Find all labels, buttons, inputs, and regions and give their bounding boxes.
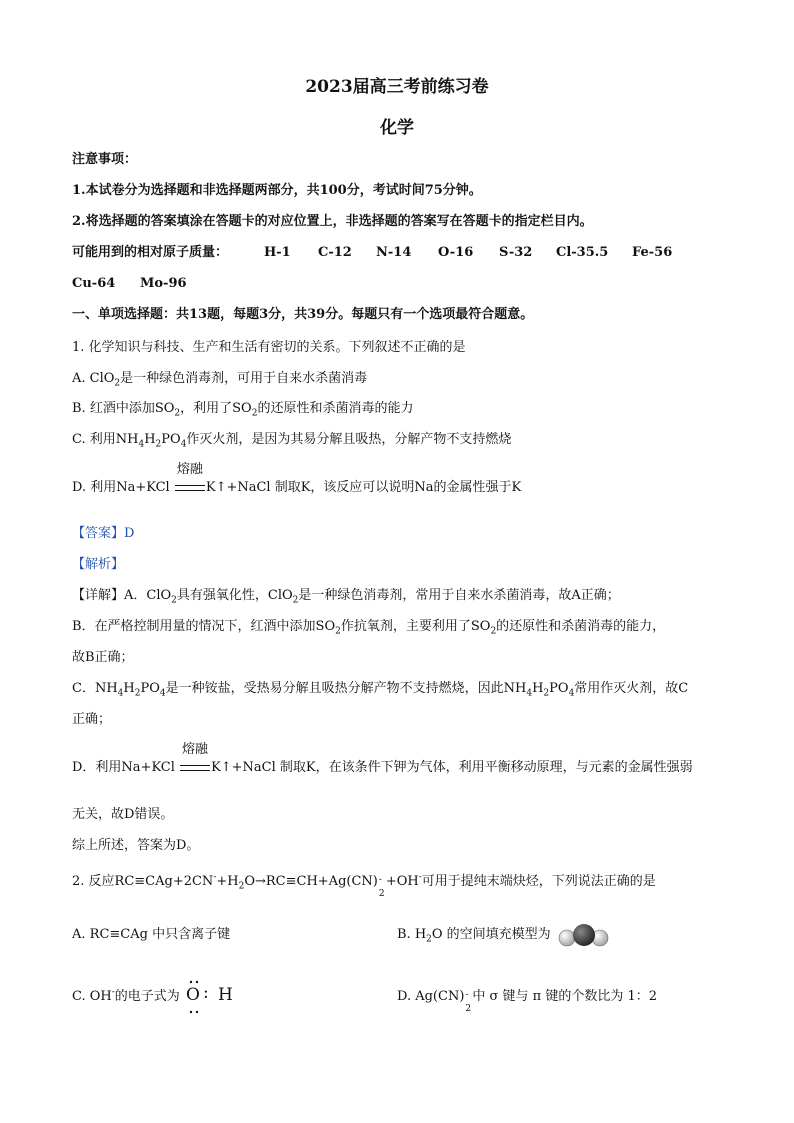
- q1-detail-c-cont: 正确；: [72, 712, 112, 727]
- reaction-condition-2: 熔融: [179, 759, 211, 777]
- equals-arrow-2: [180, 765, 210, 771]
- exam-title: 2023届高三考前练习卷: [305, 77, 489, 97]
- q1-stem: 1. 化学知识与科技、生产和生活有密切的关系。下列叙述不正确的是: [72, 340, 466, 355]
- q2-option-c: C. OH-的电子式为: [72, 987, 180, 1004]
- q2-option-b: B. $H_2O$ 的空间填充模型为: [397, 927, 551, 945]
- mass-c: C-12: [318, 245, 352, 260]
- mass-n: N-14: [376, 245, 412, 260]
- atomic-mass-line-2: [72, 275, 272, 293]
- mass-s: S-32: [499, 245, 533, 260]
- section-1-heading: 一、单项选择题：共13题，每题3分，共39分。每题只有一个选项最符合题意。: [72, 307, 534, 322]
- water-space-filling-model-icon: [556, 922, 612, 950]
- q1-option-c: C. 利用$NH_4H_2PO_4$作灭火剂，是因为其易分解且吸热，分解产物不支持燃烧: [72, 432, 512, 450]
- q2-option-d: D. Ag(CN) - 2 中 σ 键与 π 键的个数比为 1：2: [397, 989, 658, 1014]
- q1-detail-c: C．$NH_4H_2PO_4$是一种铵盐，受热易分解且吸热分解产物不支持燃烧，因此$NH_4H_2PO_4$常用作灭火剂，故C: [72, 681, 689, 699]
- q1-detail-b-cont: 故B正确；: [72, 650, 134, 665]
- q1-option-b: B. 红酒中添加$SO_2$，利用了$SO_2$的还原性和杀菌消毒的能力: [72, 401, 414, 419]
- q1-option-a: A. ClO$_2$是一种绿色消毒剂，可用于自来水杀菌消毒: [72, 371, 368, 389]
- mass-cu: Cu-64: [72, 276, 116, 291]
- atomic-mass-line: [72, 244, 712, 262]
- mass-fe: Fe-56: [632, 245, 673, 260]
- mass-cl: Cl-35.5: [556, 245, 609, 260]
- mass-h: H-1: [264, 245, 291, 260]
- q1-option-d: D. 利用Na+KCl 熔融 K↑+NaCl 制取K，该反应可以说明Na的金属性强于K: [72, 462, 522, 495]
- notice-item-2: 2.将选择题的答案填涂在答题卡的对应位置上，非选择题的答案写在答题卡的指定栏目内。: [72, 214, 593, 229]
- mass-o: O-16: [438, 245, 474, 260]
- q2-option-a: A. RC≡CAg 中只含离子键: [72, 927, 231, 942]
- notice-item-1: 1.本试卷分为选择题和非选择题两部分，共100分，考试时间75分钟。: [72, 183, 482, 198]
- mass-label: 可能用到的相对原子质量：: [72, 245, 229, 260]
- equals-arrow: [175, 485, 205, 491]
- lone-pair-dots-icon: [186, 980, 206, 1016]
- q1-detail-a: 【详解】A．ClO$_2$具有强氧化性，ClO$_2$是一种绿色消毒剂，常用于自来水杀菌消毒，故A正确；: [72, 588, 620, 606]
- q2-stem: 2. 反应$RC\equiv CAg+2CN^-+H_2O\to RC\equiv CH+Ag(CN)$ - 2 +OH-可用于提纯末端炔烃，下列说法正确的是: [72, 872, 656, 899]
- q1-detail-d: D．利用Na+KCl 熔融 K↑+NaCl 制取K，在该条件下钾为气体，利用平衡移动原理，与元素的金属性强弱: [72, 742, 693, 775]
- hydroxide-electron-dot-formula: O : H: [186, 980, 242, 1016]
- q1-detail-d-cont: 无关，故D错误。: [72, 807, 174, 822]
- reaction-condition: 熔融: [174, 479, 206, 497]
- notice-heading: 注意事项：: [72, 152, 138, 167]
- q1-detail-b: B．在严格控制用量的情况下，红酒中添加$SO_2$作抗氧剂，主要利用了$SO_2$的还原性和杀菌消毒的能力，: [72, 619, 666, 637]
- q1-answer: 【答案】D: [72, 526, 135, 541]
- q1-analysis-label: 【解析】: [72, 557, 125, 572]
- mass-mo: Mo-96: [140, 276, 187, 291]
- q1-summary: 综上所述，答案为D。: [72, 838, 200, 853]
- subject-title: 化学: [380, 118, 414, 138]
